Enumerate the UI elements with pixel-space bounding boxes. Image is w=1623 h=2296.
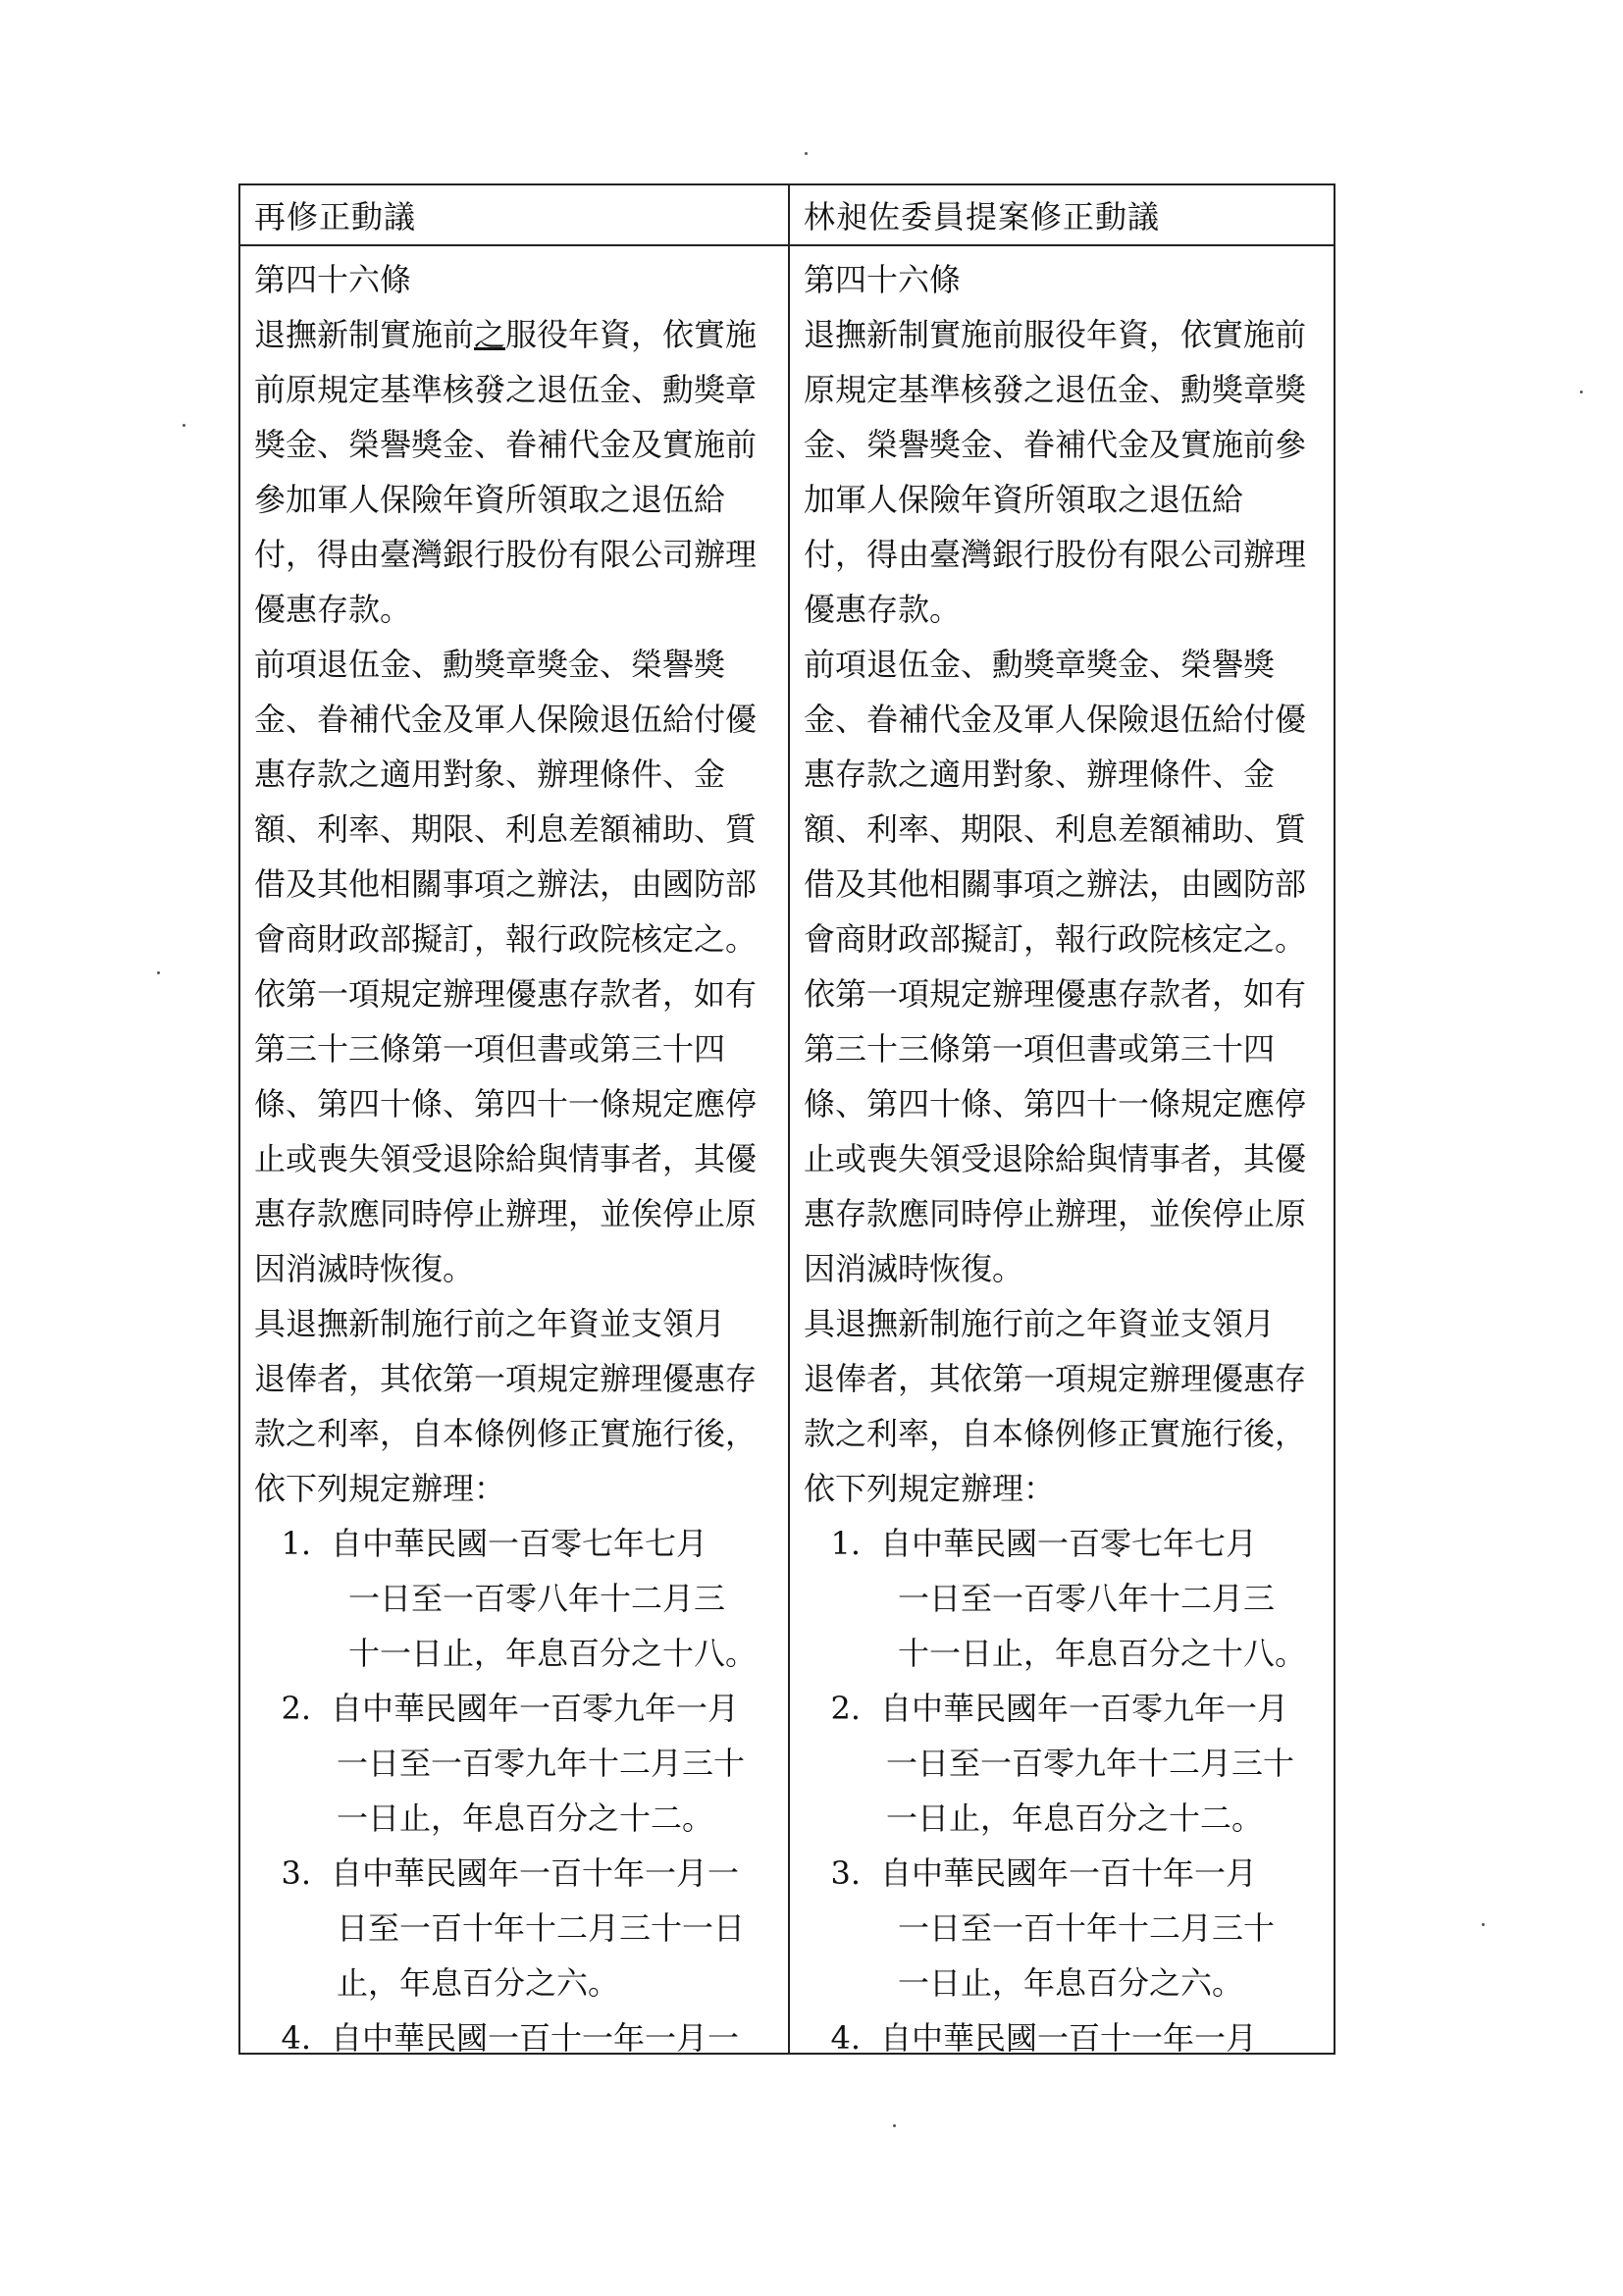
text-line: 退撫新制實施前服役年資，依實施前 [804,316,1307,353]
text-line: 因消滅時恢復。 [254,1250,475,1287]
text-line: 金、眷補代金及軍人保險退伍給付優 [804,701,1307,738]
text-line: 會商財政部擬訂，報行政院核定之。 [254,920,758,958]
text-line: 前項退伍金、勳獎章獎金、榮譽獎 [804,646,1276,683]
text-line: 止或喪失領受退除給與情事者，其優 [804,1140,1307,1177]
scan-speck [893,2124,896,2127]
column-divider [788,185,790,2053]
scan-speck [1482,1923,1485,1926]
text-line: 具退撫新制施行前之年資並支領月 [804,1305,1276,1342]
list-item: 4. 自中華民國一百十一年一月 [804,2010,1334,2065]
list-item-number: 4. [830,2019,861,2057]
text-line: 金、眷補代金及軍人保險退伍給付優 [254,701,758,738]
text-line: 付，得由臺灣銀行股份有限公司辦理 [254,536,758,573]
header-left: 再修正動議 [254,198,417,235]
text-line: 第三十三條第一項但書或第三十四 [804,1030,1276,1068]
list-item-continuation: 一日至一百零九年十二月三十 [337,1745,746,1782]
list-item-number: 1. [281,1525,311,1562]
text-line: 條、第四十條、第四十一條規定應停 [804,1085,1307,1122]
article-title: 第四十六條 [804,261,962,298]
text-line: 第三十三條第一項但書或第三十四 [254,1030,726,1068]
text-line: 付，得由臺灣銀行股份有限公司辦理 [804,536,1307,573]
text-line: 退撫新制實施前之服役年資，依實施 [254,316,758,353]
text-line: 參加軍人保險年資所領取之退伍給 [254,481,726,518]
text-line: 會商財政部擬訂，報行政院核定之。 [804,920,1307,958]
underlined-text: 之 [474,316,506,353]
scan-speck [1580,391,1583,393]
text-line: 款之利率，自本條例修正實施行後， [804,1415,1307,1452]
list-item: 1. 自中華民國一百零七年七月 [254,1516,784,1571]
scan-speck [805,152,808,155]
text-line: 優惠存款。 [804,591,962,628]
text-line: 條、第四十條、第四十一條規定應停 [254,1085,758,1122]
list-item-number: 2. [281,1690,311,1727]
list-item-continuation: 日至一百十年十二月三十一日 [337,1909,746,1947]
list-item-continuation: 一日至一百零八年十二月三 [898,1580,1276,1617]
list-item-number: 3. [281,1854,311,1892]
list-item-number: 2. [830,1690,861,1727]
text-line: 依下列規定辦理： [254,1470,506,1507]
list-item-continuation: 一日至一百零九年十二月三十 [886,1745,1295,1782]
text-line: 止或喪失領受退除給與情事者，其優 [254,1140,758,1177]
text-line: 額、利率、期限、利息差額補助、質 [804,810,1307,848]
list-item-continuation: 一日止，年息百分之六。 [898,1964,1244,2002]
text-line: 依第一項規定辦理優惠存款者，如有 [804,975,1307,1013]
text-line: 因消滅時恢復。 [804,1250,1024,1287]
list-item-continuation: 止，年息百分之六。 [337,1964,620,2002]
left-column [254,252,784,2065]
text-line: 加軍人保險年資所領取之退伍給 [804,481,1244,518]
list-item-continuation: 十一日止，年息百分之十八。 [348,1635,758,1672]
list-item: 1. 自中華民國一百零七年七月 [804,1516,1334,1571]
list-item: 3. 自中華民國年一百十年一月一 [254,1846,784,1901]
text-line: 惠存款之適用對象、辦理條件、金 [254,756,726,793]
text-line: 前原規定基準核發之退伍金、勳獎章 [254,371,758,408]
list-item-number: 4. [281,2019,311,2057]
list-item-continuation: 一日止，年息百分之十二。 [886,1800,1264,1837]
text-line: 依第一項規定辦理優惠存款者，如有 [254,975,758,1013]
list-item-continuation: 一日至一百零八年十二月三 [348,1580,726,1617]
list-item: 2. 自中華民國年一百零九年一月 [254,1681,784,1736]
list-item-number: 1. [830,1525,861,1562]
text-line: 退俸者，其依第一項規定辦理優惠存 [804,1360,1307,1397]
text-line: 借及其他相關事項之辦法，由國防部 [804,865,1307,903]
list-item-continuation: 十一日止，年息百分之十八。 [898,1635,1307,1672]
text-line: 前項退伍金、勳獎章獎金、榮譽獎 [254,646,726,683]
list-item: 3. 自中華民國年一百十年一月 [804,1846,1334,1901]
text-line: 優惠存款。 [254,591,412,628]
list-item: 4. 自中華民國一百十一年一月一 [254,2010,784,2065]
text-line: 借及其他相關事項之辦法，由國防部 [254,865,758,903]
text-line: 依下列規定辦理： [804,1470,1056,1507]
header-right: 林昶佐委員提案修正動議 [804,198,1161,235]
text-line: 款之利率，自本條例修正實施行後， [254,1415,758,1452]
list-item-number: 3. [830,1854,861,1892]
text-line: 退俸者，其依第一項規定辦理優惠存 [254,1360,758,1397]
text-line: 原規定基準核發之退伍金、勳獎章獎 [804,371,1307,408]
header-divider [240,244,1334,246]
scan-speck [157,971,160,974]
text-line: 金、榮譽獎金、眷補代金及實施前參 [804,426,1307,463]
text-line: 額、利率、期限、利息差額補助、質 [254,810,758,848]
article-title: 第四十六條 [254,261,412,298]
text-line: 獎金、榮譽獎金、眷補代金及實施前 [254,426,758,463]
list-item: 2. 自中華民國年一百零九年一月 [804,1681,1334,1736]
comparison-table [238,183,1335,2055]
scan-speck [183,424,185,427]
list-item-continuation: 一日止，年息百分之十二。 [337,1800,714,1837]
text-line: 惠存款之適用對象、辦理條件、金 [804,756,1276,793]
text-line: 惠存款應同時停止辦理，並俟停止原 [254,1195,758,1232]
text-line: 具退撫新制施行前之年資並支領月 [254,1305,726,1342]
text-line: 惠存款應同時停止辦理，並俟停止原 [804,1195,1307,1232]
list-item-continuation: 一日至一百十年十二月三十 [898,1909,1276,1947]
right-column [804,252,1334,2065]
